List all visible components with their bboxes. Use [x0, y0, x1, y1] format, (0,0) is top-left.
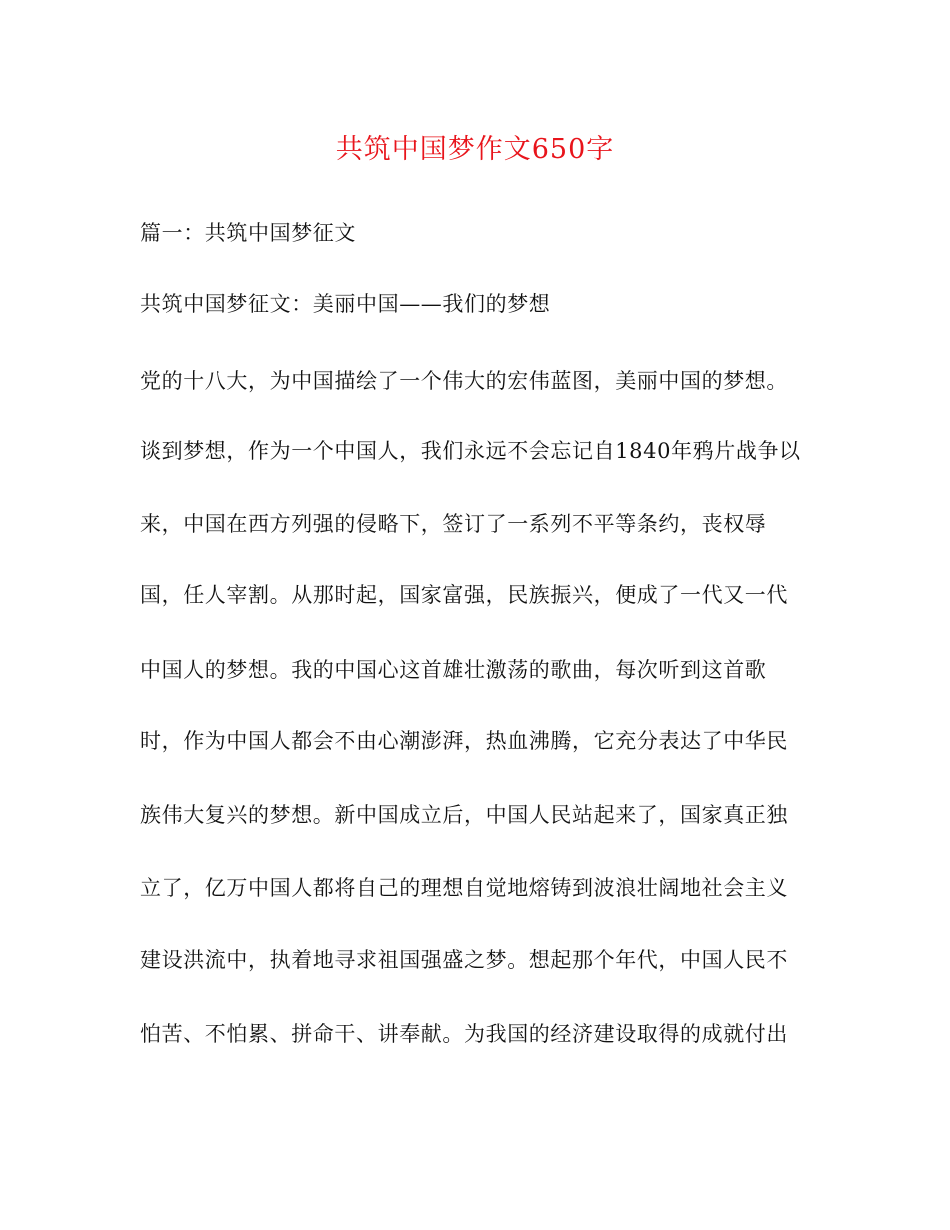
paragraph-line: 族伟大复兴的梦想。新中国成立后，中国人民站起来了，国家真正独	[140, 803, 788, 827]
paragraph-line: 时，作为中国人都会不由心潮澎湃，热血沸腾，它充分表达了中华民	[140, 729, 788, 753]
paragraph-line: 中国人的梦想。我的中国心这首雄壮激荡的歌曲，每次听到这首歌	[140, 658, 767, 682]
paragraph-line: 谈到梦想，作为一个中国人，我们永远不会忘记自1840年鸦片战争以	[140, 439, 801, 463]
paragraph-line: 国，任人宰割。从那时起，国家富强，民族振兴，便成了一代又一代	[140, 583, 788, 607]
section-heading: 篇一：共筑中国梦征文	[140, 221, 356, 245]
paragraph-line: 立了，亿万中国人都将自己的理想自觉地熔铸到波浪壮阔地社会主义	[140, 876, 788, 900]
essay-subtitle: 共筑中国梦征文：美丽中国——我们的梦想	[140, 292, 551, 316]
document-title: 共筑中国梦作文650字	[335, 134, 615, 165]
paragraph-line: 党的十八大，为中国描绘了一个伟大的宏伟蓝图，美丽中国的梦想。	[140, 369, 788, 393]
paragraph-line: 建设洪流中，执着地寻求祖国强盛之梦。想起那个年代，中国人民不	[140, 948, 788, 972]
paragraph-line: 来，中国在西方列强的侵略下，签订了一系列不平等条约，丧权辱	[140, 512, 767, 536]
paragraph-line: 怕苦、不怕累、拼命干、讲奉献。为我国的经济建设取得的成就付出	[140, 1022, 788, 1046]
